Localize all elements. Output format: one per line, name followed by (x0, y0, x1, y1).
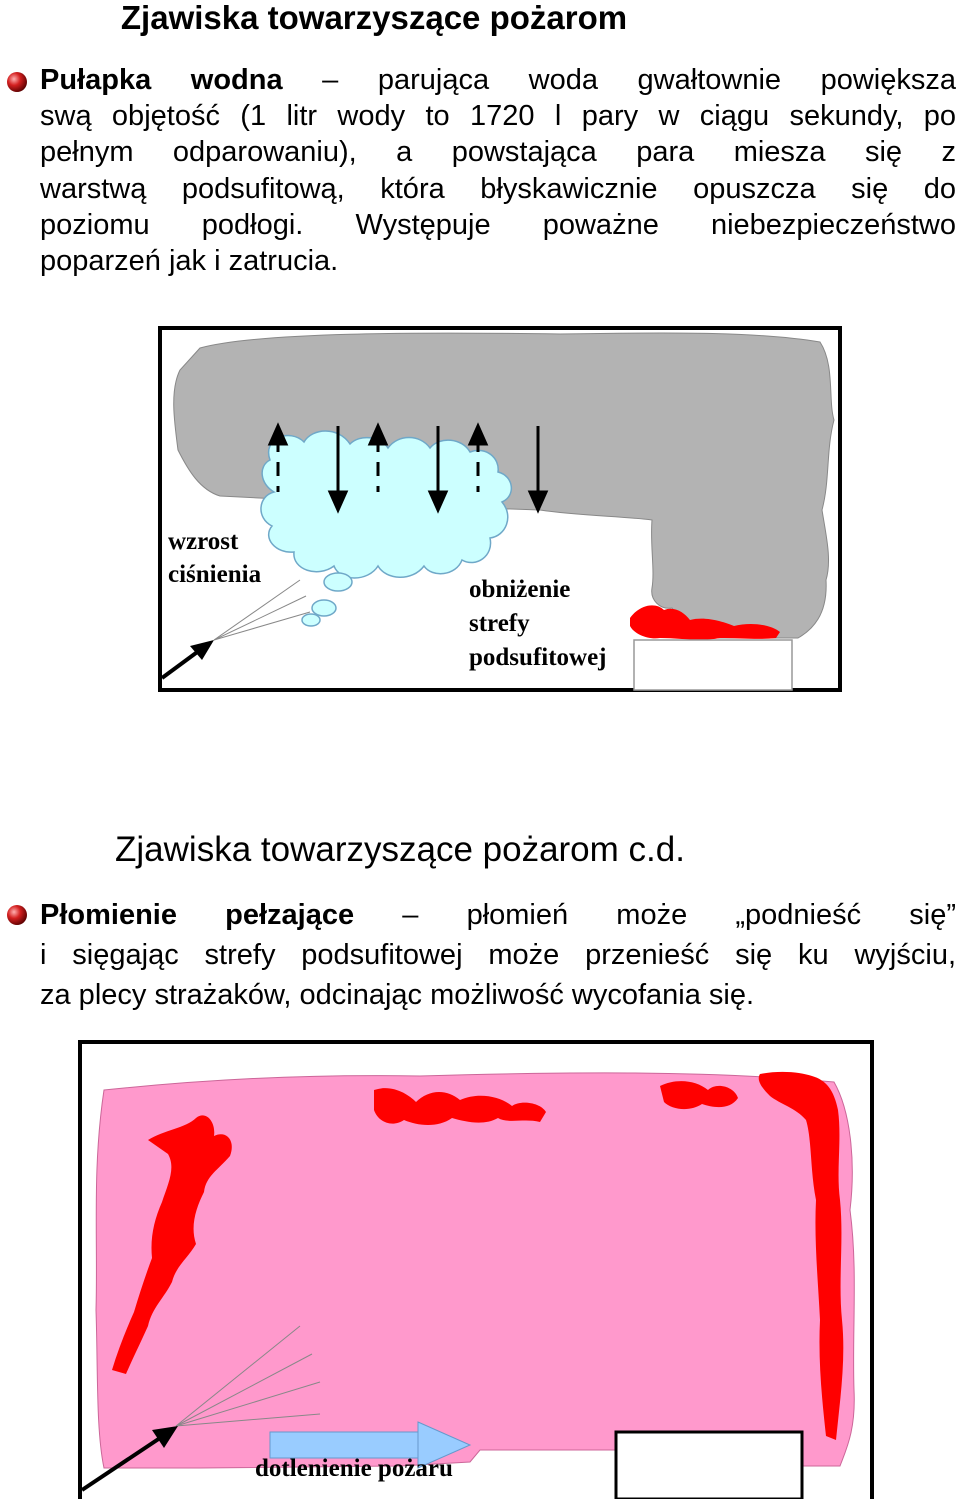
doorway-box (616, 1432, 802, 1499)
label-zone-line1: obniżenie (469, 576, 571, 603)
creeping-flames-paragraph (40, 895, 956, 1015)
paragraph-line: za plecy strażaków, odcinając możliwość wycofania się. (40, 979, 755, 1011)
paragraph-line: – parująca woda gwałtownie powiększa (282, 64, 956, 96)
paragraph-line: warstwą podsufitową, która błyskawicznie opuszcza się do (40, 172, 956, 205)
pressure-pointer-arrow (162, 650, 200, 678)
bullet-sphere-icon (5, 70, 29, 94)
paragraph-line: – płomień może „podnieść się” (354, 899, 957, 931)
paragraph-line: i sięgając strefy podsufitowej może przenieść się ku wyjściu, (40, 939, 956, 971)
paragraph-line: swą objętość (1 litr wody to 1720 l pary w ciągu sekundy, po (40, 100, 956, 133)
label-zone-line2: strefy (469, 610, 530, 637)
creeping-flames-diagram (0, 1030, 960, 1499)
water-trap-paragraph (40, 62, 956, 279)
term-water-trap: Pułapka wodna (40, 64, 283, 96)
label-pressure-line1: wzrost (168, 528, 239, 555)
paragraph-line: poparzeń jak i zatrucia. (40, 245, 339, 278)
water-trap-diagram (0, 320, 960, 700)
pressure-pointer-lines (214, 580, 310, 640)
paragraph-line: poziomu podłogi. Występuje poważne niebezpieczeństwo (40, 208, 956, 241)
section-title: Zjawiska towarzyszące pożarom (120, 0, 628, 36)
bullet-sphere-icon (5, 903, 29, 927)
label-zone-line3: podsufitowej (469, 644, 607, 671)
label-pressure-line2: ciśnienia (168, 561, 262, 588)
section-title-continued: Zjawiska towarzyszące pożarom c.d. (115, 830, 685, 869)
furniture-box (634, 640, 792, 690)
term-creeping-flames: Płomienie pełzające (40, 899, 355, 931)
paragraph-line: pełnym odparowaniu), a powstająca para miesza się z (40, 136, 956, 169)
label-oxygen: dotlenienie pożaru (255, 1455, 453, 1482)
